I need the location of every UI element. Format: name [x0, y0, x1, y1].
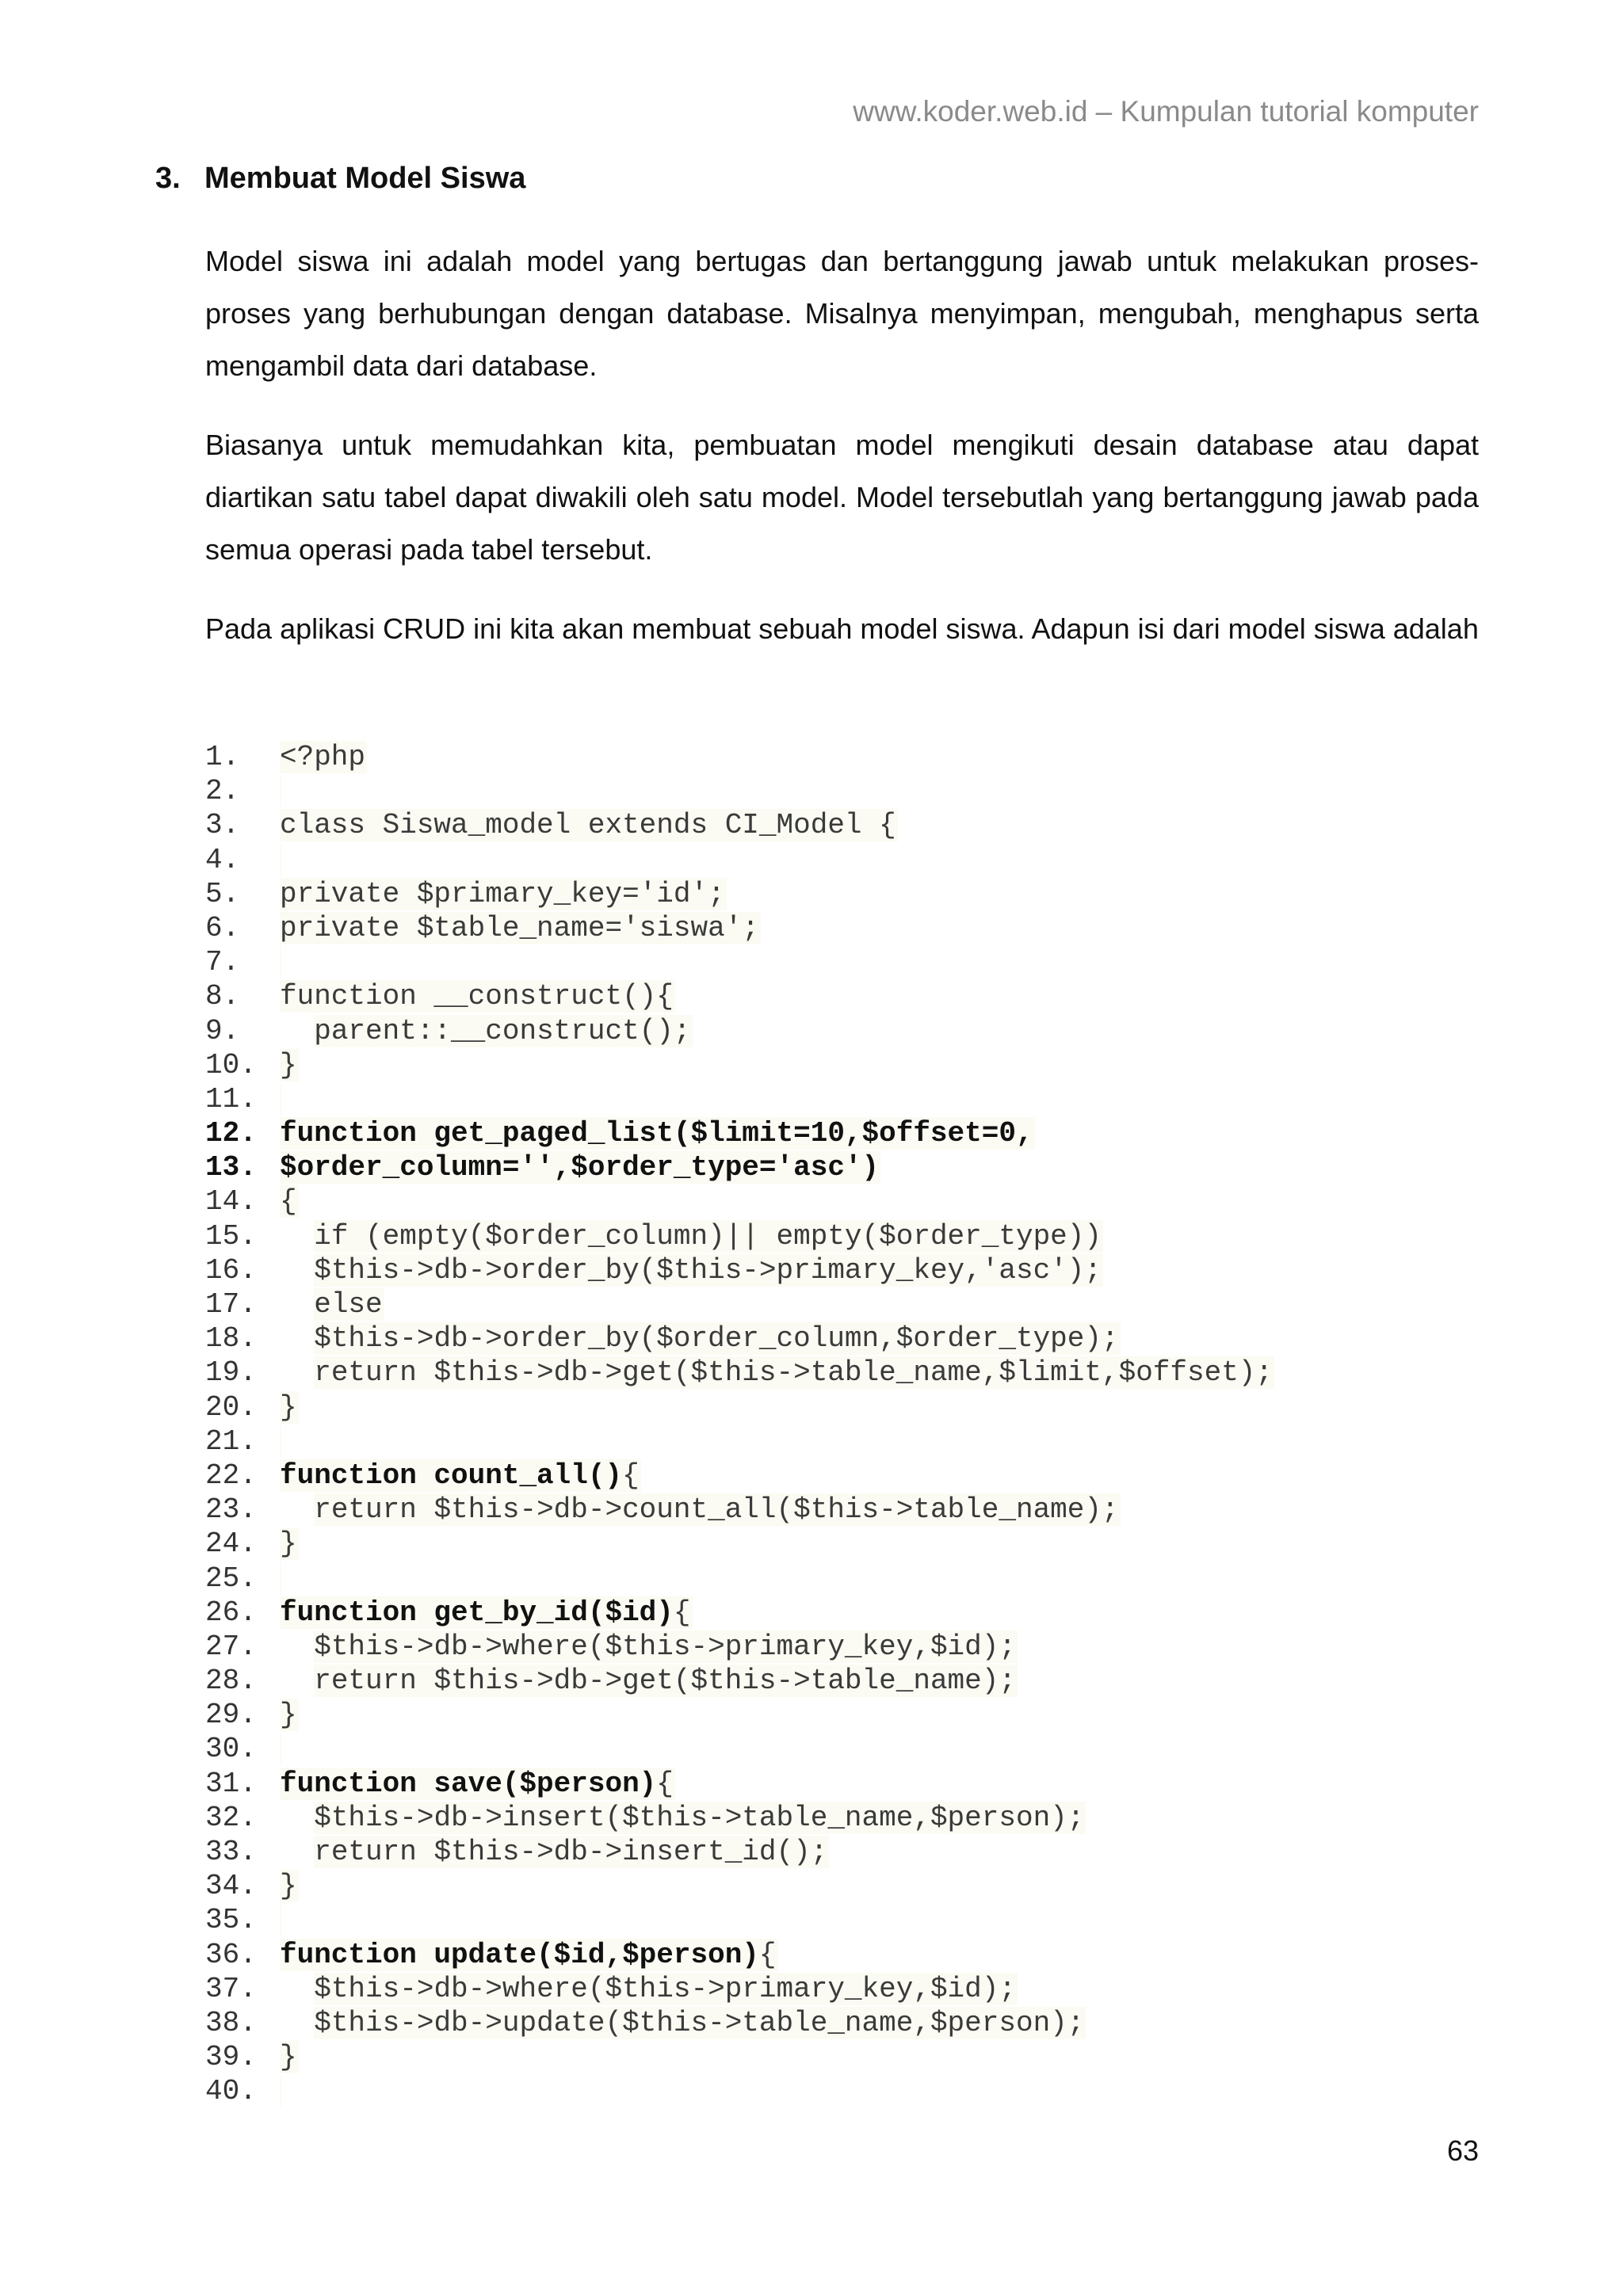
code-line — [205, 1493, 1394, 1527]
code-indent — [280, 1493, 314, 1526]
code-content — [280, 1939, 778, 1971]
line-number: 39. — [205, 2041, 257, 2074]
code-text: private $primary_key='id'; — [280, 877, 725, 910]
code-content — [280, 1870, 299, 1902]
code-text: $this->db->order_by($this->primary_key,'asc'); — [314, 1253, 1102, 1287]
line-number: 37. — [205, 1972, 257, 2005]
line-number: 29. — [205, 1699, 257, 1732]
page-number: 63 — [1446, 2134, 1479, 2167]
code-content — [314, 1665, 1018, 1697]
code-content — [280, 1151, 880, 1184]
code-line — [205, 1082, 1394, 1116]
code-line — [205, 1219, 1394, 1253]
line-number: 12. — [205, 1117, 257, 1150]
code-text: return $this->db->insert_id(); — [314, 1836, 828, 1868]
code-text: { — [622, 1459, 640, 1492]
code-line — [205, 843, 1394, 877]
code-line — [205, 1972, 1394, 2006]
code-content — [280, 775, 281, 807]
code-content — [314, 1802, 1086, 1834]
code-content — [314, 2007, 1086, 2039]
code-content — [280, 2041, 299, 2073]
line-number: 9. — [205, 1014, 240, 1047]
code-line — [205, 1630, 1394, 1664]
code-content — [314, 1220, 1103, 1253]
code-text: $this->db->insert($this->table_name,$person); — [314, 1801, 1085, 1834]
code-line — [205, 979, 1394, 1013]
code-line — [205, 1527, 1394, 1561]
paragraph-3: Pada aplikasi CRUD ini kita akan membuat sebuah model siswa. Adapun isi dari model siswa adalah — [205, 612, 1479, 645]
code-line — [205, 1732, 1394, 1766]
code-text: } — [280, 1699, 297, 1732]
code-line — [205, 1596, 1394, 1630]
code-text: $this->db->where($this->primary_key,$id); — [314, 1630, 1016, 1663]
line-number: 31. — [205, 1767, 257, 1800]
code-text: if (empty($order_column)|| empty($order_type)) — [314, 1219, 1102, 1253]
code-bold-text: function count_all() — [280, 1459, 623, 1492]
line-number: 5. — [205, 877, 240, 910]
line-number: 17. — [205, 1288, 257, 1321]
line-number: 27. — [205, 1630, 257, 1663]
code-content — [280, 1117, 1035, 1150]
code-bold-text: $order_column='',$order_type='asc') — [280, 1151, 880, 1184]
code-text: $this->db->update($this->table_name,$person); — [314, 2006, 1085, 2039]
code-text: { — [673, 1596, 691, 1629]
line-number: 18. — [205, 1322, 257, 1356]
code-line — [205, 1459, 1394, 1493]
code-content — [280, 1527, 299, 1560]
code-text: } — [280, 1390, 297, 1424]
line-number: 25. — [205, 1562, 257, 1595]
code-content — [280, 1425, 281, 1458]
code-line — [205, 1801, 1394, 1835]
line-number: 24. — [205, 1527, 257, 1561]
section-heading — [155, 162, 525, 196]
line-number: 6. — [205, 911, 240, 944]
code-line — [205, 1767, 1394, 1801]
code-content — [280, 809, 898, 841]
code-text: parent::__construct(); — [314, 1014, 691, 1047]
code-content — [314, 1630, 1018, 1663]
line-number: 1. — [205, 741, 240, 773]
line-number: 19. — [205, 1356, 257, 1390]
code-content — [280, 1083, 281, 1116]
code-text: private $table_name='siswa'; — [280, 911, 759, 944]
line-number: 14. — [205, 1185, 257, 1219]
code-bold-text: function get_by_id($id) — [280, 1596, 674, 1629]
section-number: 3. — [155, 162, 181, 195]
code-content — [280, 878, 727, 910]
code-line — [205, 808, 1394, 842]
code-line — [205, 1322, 1394, 1356]
code-text: return $this->db->get($this->table_name); — [314, 1665, 1016, 1698]
code-line — [205, 2006, 1394, 2040]
code-indent — [280, 1836, 314, 1868]
code-content — [314, 1973, 1018, 2005]
code-indent — [280, 1322, 314, 1355]
code-text: { — [758, 1938, 777, 1971]
code-line — [205, 1287, 1394, 1322]
code-bold-text: function get_paged_list($limit=10,$offset=0, — [280, 1117, 1033, 1150]
line-number: 33. — [205, 1836, 257, 1868]
code-content — [280, 1391, 299, 1424]
code-content — [280, 1185, 299, 1218]
code-content — [280, 1733, 281, 1765]
line-number: 36. — [205, 1938, 257, 1971]
code-content — [280, 1562, 281, 1595]
code-content — [280, 1596, 693, 1629]
code-text: <?php — [280, 741, 366, 773]
line-number: 7. — [205, 946, 240, 979]
code-line — [205, 1664, 1394, 1698]
code-content — [280, 1459, 641, 1492]
code-indent — [280, 1288, 314, 1321]
code-indent — [280, 1015, 314, 1047]
code-content — [280, 1904, 281, 1936]
line-number: 2. — [205, 775, 240, 808]
code-line — [205, 2040, 1394, 2074]
code-line — [205, 1869, 1394, 1903]
code-line — [205, 1698, 1394, 1732]
code-line — [205, 1562, 1394, 1596]
code-line — [205, 1903, 1394, 1937]
code-indent — [280, 2007, 314, 2039]
code-text: return $this->db->count_all($this->table_name); — [314, 1493, 1119, 1527]
code-content — [280, 2075, 281, 2107]
code-line — [205, 1390, 1394, 1425]
code-text: else — [314, 1288, 383, 1321]
code-text: { — [280, 1185, 297, 1219]
line-number: 22. — [205, 1459, 257, 1492]
line-number: 8. — [205, 980, 240, 1013]
code-text: } — [280, 1048, 297, 1081]
code-text: } — [280, 1870, 297, 1903]
code-text: return $this->db->get($this->table_name,$limit,$offset); — [314, 1356, 1274, 1390]
code-content — [280, 946, 281, 978]
code-line — [205, 1116, 1394, 1150]
page-header: www.koder.web.id – Kumpulan tutorial komputer — [853, 95, 1479, 128]
code-indent — [280, 1254, 314, 1287]
code-line — [205, 877, 1394, 911]
line-number: 11. — [205, 1082, 257, 1116]
code-content — [314, 1493, 1120, 1526]
code-bold-text: function save($person) — [280, 1767, 657, 1800]
code-content — [280, 980, 675, 1013]
code-indent — [280, 1356, 314, 1389]
code-line — [205, 1048, 1394, 1082]
line-number: 32. — [205, 1801, 257, 1834]
code-content — [280, 844, 281, 876]
code-line — [205, 1425, 1394, 1459]
code-line — [205, 1184, 1394, 1219]
code-line — [205, 1356, 1394, 1390]
code-content — [314, 1322, 1120, 1355]
line-number: 35. — [205, 1904, 257, 1937]
line-number: 30. — [205, 1733, 257, 1766]
line-number: 3. — [205, 809, 240, 842]
code-content — [280, 912, 761, 944]
line-number: 23. — [205, 1493, 257, 1527]
code-text: } — [280, 2041, 297, 2074]
line-number: 38. — [205, 2006, 257, 2039]
line-number: 13. — [205, 1151, 257, 1184]
code-text: { — [656, 1767, 674, 1800]
line-number: 10. — [205, 1048, 257, 1081]
code-text: function __construct(){ — [280, 980, 674, 1013]
code-text: class Siswa_model extends CI_Model { — [280, 809, 896, 842]
line-number: 28. — [205, 1665, 257, 1698]
code-indent — [280, 1973, 314, 2005]
paragraph-1: Model siswa ini adalah model yang bertugas dan bertanggung jawab untuk melakukan proses-proses yang berhubungan dengan database. Misalnya menyimpan, mengubah, menghapus serta mengambil data dari database. — [205, 245, 1479, 382]
code-line — [205, 1938, 1394, 1972]
line-number: 4. — [205, 843, 240, 876]
code-content — [314, 1015, 692, 1047]
section-title-text: Membuat Model Siswa — [204, 162, 526, 195]
code-line — [205, 740, 1394, 774]
line-number: 40. — [205, 2075, 257, 2108]
line-number: 26. — [205, 1596, 257, 1629]
code-line — [205, 1014, 1394, 1048]
code-content — [314, 1288, 384, 1321]
code-content — [280, 1049, 299, 1081]
line-number: 21. — [205, 1425, 257, 1458]
code-content — [280, 1699, 299, 1731]
code-indent — [280, 1630, 314, 1663]
line-number: 34. — [205, 1870, 257, 1903]
code-content — [280, 1768, 675, 1800]
code-bold-text: function update($id,$person) — [280, 1938, 759, 1971]
code-text: } — [280, 1527, 297, 1561]
code-indent — [280, 1665, 314, 1697]
code-content — [280, 741, 367, 773]
code-text: $this->db->where($this->primary_key,$id); — [314, 1972, 1016, 2005]
code-line — [205, 1835, 1394, 1869]
code-line — [205, 1150, 1394, 1184]
line-number: 15. — [205, 1219, 257, 1253]
line-number: 20. — [205, 1390, 257, 1424]
code-line — [205, 774, 1394, 808]
code-line — [205, 945, 1394, 979]
code-text: $this->db->order_by($order_column,$order_type); — [314, 1322, 1119, 1356]
code-line — [205, 2074, 1394, 2108]
line-number: 16. — [205, 1253, 257, 1287]
code-line — [205, 1253, 1394, 1287]
code-content — [314, 1254, 1103, 1287]
code-line — [205, 911, 1394, 945]
paragraph-2: Biasanya untuk memudahkan kita, pembuatan model mengikuti desain database atau dapat diartikan satu tabel dapat diwakili oleh satu model. Model tersebutlah yang bertanggung jawab pada semua operasi pada tabel tersebut. — [205, 429, 1479, 566]
code-content — [314, 1356, 1274, 1389]
code-indent — [280, 1802, 314, 1834]
code-listing — [205, 740, 1394, 2109]
code-indent — [280, 1220, 314, 1253]
code-content — [314, 1836, 829, 1868]
